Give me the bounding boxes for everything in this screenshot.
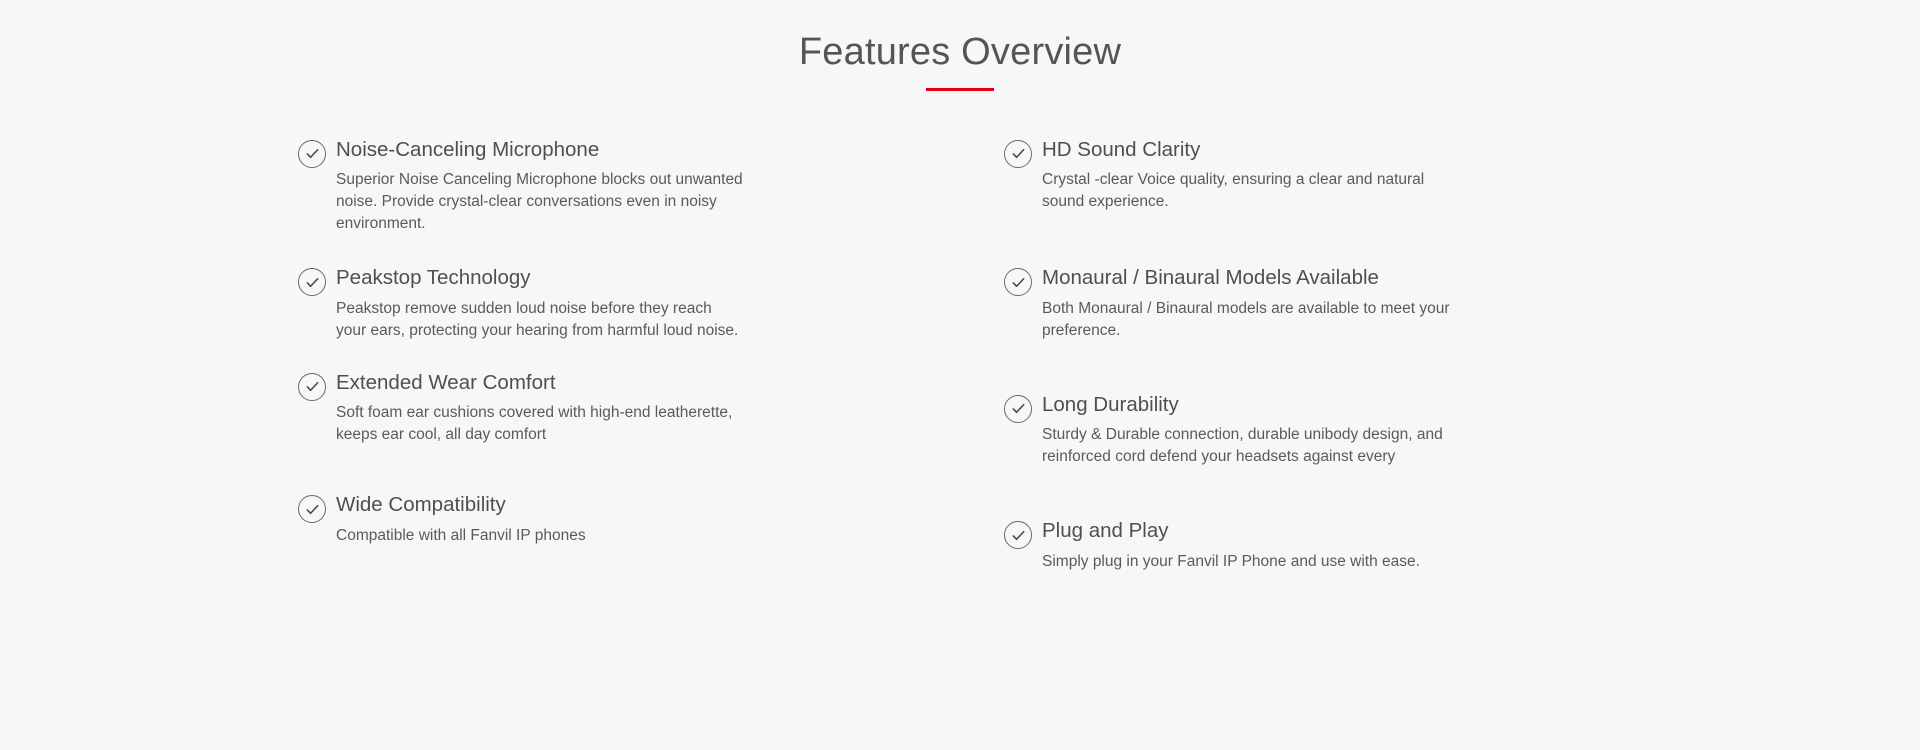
feature-text xyxy=(336,492,960,547)
feature-text xyxy=(1042,137,1680,214)
feature-description: Crystal -clear Voice quality, ensuring a clear and natural sound experience. xyxy=(1042,171,1425,211)
feature-item xyxy=(1004,518,1680,573)
feature-description: Peakstop remove sudden loud noise before they reach your ears, protecting your hearing from harmful loud noise. xyxy=(336,299,739,339)
feature-title: Peakstop Technology xyxy=(336,266,531,290)
features-column-right xyxy=(960,137,1680,600)
check-circle-icon xyxy=(298,140,326,168)
feature-text xyxy=(336,370,960,447)
check-circle-icon xyxy=(1004,521,1032,549)
feature-item xyxy=(298,370,960,447)
feature-text xyxy=(1042,265,1680,342)
feature-description: Compatible with all Fanvil IP phones xyxy=(336,527,586,545)
feature-description: Both Monaural / Binaural models are available to meet your preference. xyxy=(1042,299,1450,339)
title-block xyxy=(0,0,1920,91)
page-title: Features Overview xyxy=(798,31,1122,73)
check-circle-icon xyxy=(1004,140,1032,168)
feature-title: HD Sound Clarity xyxy=(1042,137,1201,161)
feature-item xyxy=(1004,392,1680,469)
features-column-left xyxy=(240,137,960,600)
feature-item xyxy=(298,492,960,547)
feature-description: Sturdy & Durable connection, durable unibody design, and reinforced cord defend your headsets against every xyxy=(1042,426,1443,466)
feature-title: Long Durability xyxy=(1042,392,1179,416)
check-circle-icon xyxy=(298,495,326,523)
feature-text xyxy=(336,265,960,342)
feature-text xyxy=(1042,392,1680,469)
feature-description: Simply plug in your Fanvil IP Phone and use with ease. xyxy=(1042,553,1420,571)
feature-text xyxy=(336,137,960,236)
feature-title: Noise-Canceling Microphone xyxy=(336,137,600,161)
feature-title: Plug and Play xyxy=(1042,519,1169,543)
features-grid xyxy=(240,137,1680,600)
check-circle-icon xyxy=(298,373,326,401)
feature-description: Superior Noise Canceling Microphone blocks out unwanted noise. Provide crystal-clear conversations even in noisy environment. xyxy=(336,171,743,233)
title-underline xyxy=(926,88,994,91)
feature-title: Wide Compatibility xyxy=(336,493,506,517)
check-circle-icon xyxy=(298,268,326,296)
feature-title: Monaural / Binaural Models Available xyxy=(1042,266,1379,290)
feature-item xyxy=(298,137,960,236)
feature-title: Extended Wear Comfort xyxy=(336,370,556,394)
feature-description: Soft foam ear cushions covered with high-end leatherette, keeps ear cool, all day comfort xyxy=(336,404,733,444)
feature-text xyxy=(1042,518,1680,573)
feature-item xyxy=(298,265,960,342)
check-circle-icon xyxy=(1004,268,1032,296)
check-circle-icon xyxy=(1004,395,1032,423)
feature-item xyxy=(1004,137,1680,214)
feature-item xyxy=(1004,265,1680,342)
